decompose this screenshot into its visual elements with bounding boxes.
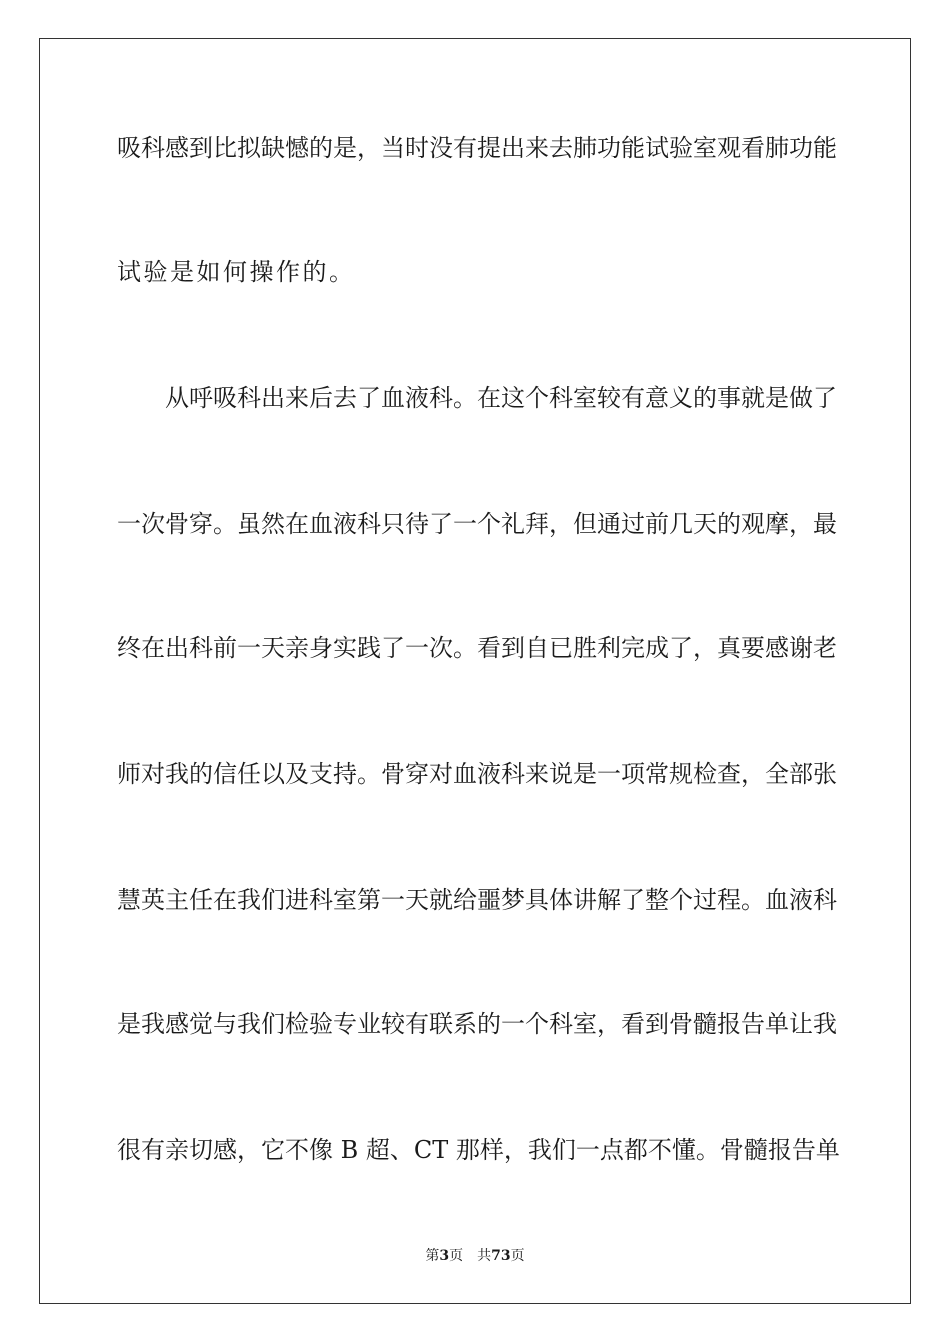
footer-page-suffix: 页 <box>449 1248 464 1264</box>
body-text-line-6: 师对我的信任以及支持。骨穿对血液科来说是一项常规检查，全部张 <box>117 760 837 788</box>
body-text-line-3: 从呼吸科出来后去了血液科。在这个科室较有意义的事就是做了 <box>165 384 837 412</box>
page-border <box>39 38 911 1304</box>
footer-page-prefix: 第 <box>425 1248 440 1264</box>
body-text-line-9: 很有亲切感，它不像 B 超、CT 那样，我们一点都不懂。骨髓报告单 <box>117 1136 840 1164</box>
body-text-line-4: 一次骨穿。虽然在血液科只待了一个礼拜，但通过前几天的观摩，最 <box>117 510 837 538</box>
body-text-line-5: 终在出科前一天亲身实践了一次。看到自已胜利完成了，真要感谢老 <box>117 634 837 662</box>
body-text-line-7: 慧英主任在我们进科室第一天就给噩梦具体讲解了整个过程。血液科 <box>117 886 837 914</box>
footer-page-number: 3 <box>439 1248 450 1264</box>
footer-total-suffix: 页 <box>510 1248 525 1264</box>
footer-total-pages: 73 <box>491 1248 511 1264</box>
page-footer <box>0 1246 950 1266</box>
body-text-line-1: 吸科感到比拟缺憾的是，当时没有提出来去肺功能试验室观看肺功能 <box>117 134 837 162</box>
body-text-line-8: 是我感觉与我们检验专业较有联系的一个科室，看到骨髓报告单让我 <box>117 1010 837 1038</box>
footer-total-prefix: 共 <box>477 1248 492 1264</box>
body-text-line-2: 试验是如何操作的。 <box>117 258 356 286</box>
